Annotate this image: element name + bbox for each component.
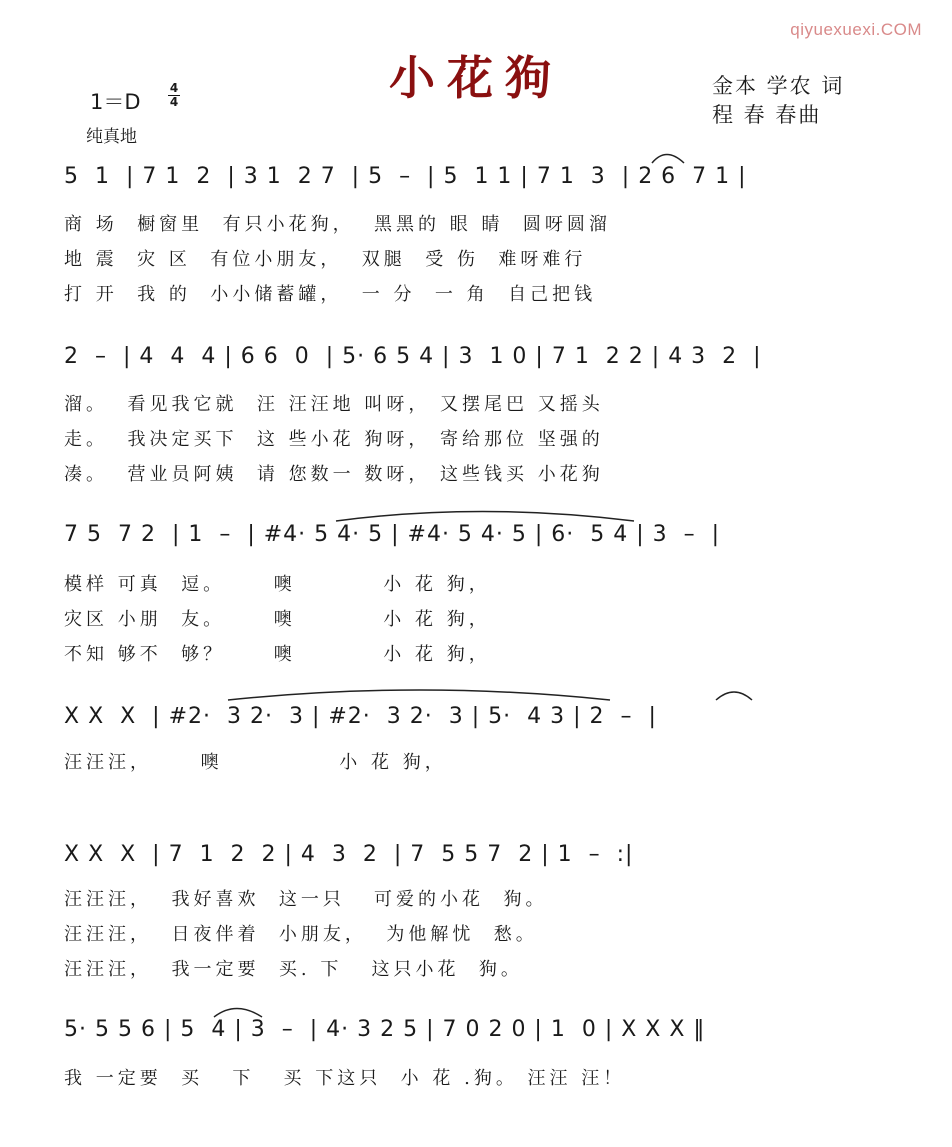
time-signature-bottom: 4 — [169, 95, 179, 109]
lyric-line: 我 一定要 买 下 买 下这只 小 花 .狗。 汪汪 汪！ — [64, 1068, 626, 1089]
time-signature-top: 4 — [169, 81, 179, 95]
lyric-line: 凑。 营业员阿姨 请 您数一 数呀， 这些钱买 小花狗 — [64, 464, 604, 485]
lyric-line: 商 场 橱窗里 有只小花狗， 黑黑的 眼 睛 圆呀圆溜 — [64, 214, 611, 235]
lyric-line: 汪汪汪， 日夜伴着 小朋友， 为他解忧 愁。 — [64, 924, 538, 945]
lyric-line: 汪汪汪， 我一定要 买. 下 这只小花 狗。 — [64, 959, 523, 980]
lyric-line: 灾区 小朋 友。 噢 小 花 狗， — [64, 609, 491, 630]
notation-line: X X X | 7 1 2 2 | 4 3 2 | 7 5 5 7 2 | 1 – :| — [64, 842, 634, 867]
slur — [228, 690, 610, 700]
slur — [652, 155, 684, 164]
key-signature: 1＝D — [90, 90, 141, 114]
song-title: 小花狗 — [389, 51, 563, 105]
notation-line: 5 1 | 7 1 2 | 3 1 2 7 | 5 – | 5 1 1 | 7 1 3 | 2 6 7 1 | — [64, 164, 747, 189]
lyric-line: 汪汪汪， 噢 小 花 狗， — [64, 752, 447, 773]
lyric-line: 不知 够不 够？ 噢 小 花 狗， — [64, 644, 491, 665]
notation-line: 7 5 7 2 | 1 – | #4· 5 4· 5 | #4· 5 4· 5 | 6· 5 4 | 3 – | — [64, 522, 721, 547]
composer-credit: 程 春 春曲 — [712, 103, 822, 127]
lyricist-credit: 金本 学农 词 — [712, 74, 845, 98]
watermark: qiyuexuexi.COM — [790, 20, 922, 39]
notation-line: X X X | #2· 3 2· 3 | #2· 3 2· 3 | 5· 4 3 | 2 – | — [64, 704, 657, 729]
slur — [716, 692, 752, 700]
lyric-line: 溜。 看见我它就 汪 汪汪地 叫呀， 又摆尾巴 又摇头 — [64, 394, 604, 415]
lyric-line: 汪汪汪， 我好喜欢 这一只 可爱的小花 狗。 — [64, 889, 548, 910]
slur — [336, 512, 634, 522]
notation-line: 2 – | 4 4 4 | 6 6 0 | 5· 6 5 4 | 3 1 0 | 7 1 2 2 | 4 3 2 | — [64, 344, 762, 369]
notation-line: 5· 5 5 6 | 5 4 | 3 – | 4· 3 2 5 | 7 0 2 0 | 1 0 | X X X ‖ — [64, 1017, 706, 1042]
lyric-line: 模样 可真 逗。 噢 小 花 狗， — [64, 574, 491, 595]
expression-marking: 纯真地 — [86, 127, 137, 147]
lyric-line: 地 震 灾 区 有位小朋友， 双腿 受 伤 难呀难行 — [64, 249, 587, 270]
lyric-line: 打 开 我 的 小小储蓄罐， 一 分 一 角 自己把钱 — [64, 284, 597, 305]
lyric-line: 走。 我决定买下 这 些小花 狗呀， 寄给那位 坚强的 — [64, 429, 604, 450]
slur — [214, 1009, 262, 1018]
